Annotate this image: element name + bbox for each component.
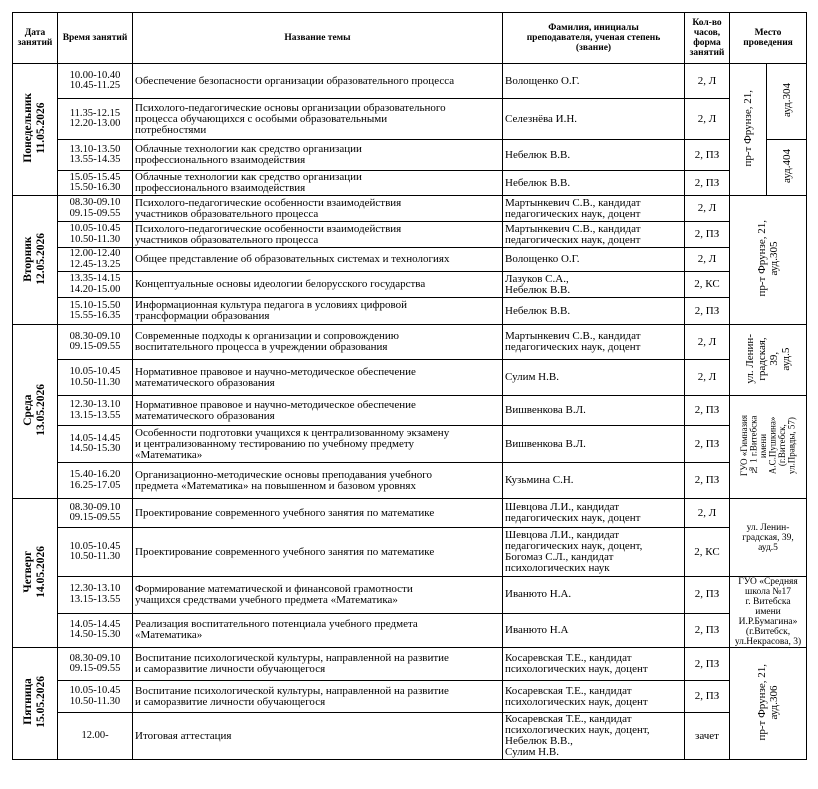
header-place: Место проведения: [730, 13, 807, 64]
teacher-cell: Косаревская Т.Е., кандидат психологических наук, доцент, Небелюк В.В., Сулим Н.В.: [503, 713, 685, 760]
teacher-cell: Лазуков С.А., Небелюк В.В.: [503, 272, 685, 298]
hours-cell: 2, ПЗ: [685, 171, 730, 196]
time-cell: 15.05-15.45 15.50-16.30: [58, 171, 133, 196]
hours-cell: 2, ПЗ: [685, 613, 730, 648]
topic-cell: Формирование математической и финансовой грамотности учащихся средствами учебного предмета «Математика»: [133, 577, 503, 614]
hours-cell: 2, ПЗ: [685, 648, 730, 681]
time-cell: 10.05-10.45 10.50-11.30: [58, 528, 133, 577]
table-row: [13, 577, 807, 614]
table-row: [13, 713, 807, 760]
hours-cell: 2, Л: [685, 99, 730, 140]
hours-cell: 2, ПЗ: [685, 463, 730, 499]
time-cell: 10.05-10.45 10.50-11.30: [58, 681, 133, 713]
topic-cell: Облачные технологии как средство организации профессионального взаимодействия: [133, 171, 503, 196]
table-row: [13, 499, 807, 528]
day-cell-tuesday: [13, 196, 58, 325]
place-label: пр-т Фрунзе, 21, ауд.306: [756, 663, 780, 741]
time-cell: 08.30-09.10 09.15-09.55: [58, 325, 133, 360]
teacher-cell: Кузьмина С.Н.: [503, 463, 685, 499]
header-row: [13, 13, 807, 64]
schedule-table: [12, 12, 807, 760]
place-cell-thursday-2: [730, 577, 807, 648]
hours-cell: 2, ПЗ: [685, 681, 730, 713]
hours-cell: 2, Л: [685, 64, 730, 99]
table-row: [13, 463, 807, 499]
teacher-cell: Волощенко О.Г.: [503, 64, 685, 99]
topic-cell: Организационно-методические основы преподавания учебного предмета «Математика» на повышенном и базовом уровнях: [133, 463, 503, 499]
place-room-404: [767, 140, 807, 196]
topic-cell: Воспитание психологической культуры, направленной на развитие и саморазвитие личности обучающегося: [133, 681, 503, 713]
time-cell: 10.00-10.40 10.45-11.25: [58, 64, 133, 99]
topic-cell: Облачные технологии как средство организации профессионального взаимодействия: [133, 140, 503, 171]
table-row: [13, 360, 807, 396]
table-row: [13, 528, 807, 577]
time-cell: 10.05-10.45 10.50-11.30: [58, 360, 133, 396]
hours-cell: 2, ПЗ: [685, 396, 730, 426]
teacher-cell: Косаревская Т.Е., кандидат психологических наук, доцент: [503, 648, 685, 681]
teacher-cell: Небелюк В.В.: [503, 298, 685, 325]
place-label: ул. Ленин- градская, 39, ауд.5: [742, 522, 794, 553]
table-row: [13, 426, 807, 463]
time-cell: 13.10-13.50 13.55-14.35: [58, 140, 133, 171]
hours-cell: 2, Л: [685, 499, 730, 528]
topic-cell: Проектирование современного учебного занятия по математике: [133, 528, 503, 577]
teacher-cell: Селезнёва И.Н.: [503, 99, 685, 140]
place-cell-wednesday-2: [730, 396, 807, 499]
teacher-cell: Небелюк В.В.: [503, 171, 685, 196]
time-cell: 12.00-: [58, 713, 133, 760]
topic-cell: Информационная культура педагога в условиях цифровой трансформации образования: [133, 298, 503, 325]
topic-cell: Психолого-педагогические основы организации образовательного процесса обучающихся с особыми образовательными потребностями: [133, 99, 503, 140]
hours-cell: 2, Л: [685, 325, 730, 360]
time-cell: 15.40-16.20 16.25-17.05: [58, 463, 133, 499]
table-row: [13, 613, 807, 648]
time-cell: 15.10-15.50 15.55-16.35: [58, 298, 133, 325]
header-date: Дата занятий: [13, 13, 58, 64]
topic-cell: Нормативное правовое и научно-методическое обеспечение математического образования: [133, 360, 503, 396]
table-row: [13, 196, 807, 222]
hours-cell: 2, ПЗ: [685, 426, 730, 463]
teacher-cell: Мартынкевич С.В., кандидат педагогических наук, доцент: [503, 222, 685, 248]
topic-cell: Нормативное правовое и научно-методическое обеспечение математического образования: [133, 396, 503, 426]
place-cell-wednesday-1: [730, 325, 807, 396]
teacher-cell: Мартынкевич С.В., кандидат педагогических наук, доцент: [503, 325, 685, 360]
hours-cell: зачет: [685, 713, 730, 760]
topic-cell: Особенности подготовки учащихся к централизованному экзамену и централизованному тестированию по учебному предмету «Математика»: [133, 426, 503, 463]
table-row: [13, 64, 807, 99]
place-cell-monday: [730, 64, 767, 196]
hours-cell: 2, Л: [685, 196, 730, 222]
table-row: [13, 272, 807, 298]
place-label: пр-т Фрунзе, 21,: [742, 89, 754, 167]
time-cell: 12.30-13.10 13.15-13.55: [58, 577, 133, 614]
topic-cell: Концептуальные основы идеологии белорусского государства: [133, 272, 503, 298]
table-row: [13, 99, 807, 140]
time-cell: 12.00-12.40 12.45-13.25: [58, 248, 133, 272]
day-cell-monday: [13, 64, 58, 196]
header-time: Время занятий: [58, 13, 133, 64]
place-label: ГУО «Гимназия № 1 г.Витебска имени А.С.Пушкина» (г.Витебск, ул.Правды, 57): [738, 414, 796, 477]
place-label: пр-т Фрунзе, 21, ауд.305: [756, 220, 780, 297]
teacher-cell: Мартынкевич С.В., кандидат педагогических наук, доцент: [503, 196, 685, 222]
time-cell: 10.05-10.45 10.50-11.30: [58, 222, 133, 248]
room-label: ауд.404: [780, 149, 793, 183]
teacher-cell: Небелюк В.В.: [503, 140, 685, 171]
hours-cell: 2, ПЗ: [685, 140, 730, 171]
place-cell-thursday-1: [730, 499, 807, 577]
teacher-cell: Волощенко О.Г.: [503, 248, 685, 272]
time-cell: 14.05-14.45 14.50-15.30: [58, 426, 133, 463]
day-label: Пятница 15.05.2026: [22, 676, 47, 728]
day-label: Вторник 12.05.2026: [22, 232, 47, 285]
table-row: [13, 140, 807, 171]
table-row: [13, 171, 807, 196]
header-topic: Название темы: [133, 13, 503, 64]
header-hours: Кол-во часов, форма занятий: [685, 13, 730, 64]
topic-cell: Современные подходы к организации и сопровождению воспитательного процесса в учреждении образования: [133, 325, 503, 360]
teacher-cell: Косаревская Т.Е., кандидат психологических наук, доцент: [503, 681, 685, 713]
hours-cell: 2, Л: [685, 248, 730, 272]
table-row: [13, 222, 807, 248]
hours-cell: 2, ПЗ: [685, 222, 730, 248]
table-row: [13, 325, 807, 360]
teacher-cell: Шевцова Л.И., кандидат педагогических наук, доцент, Богомаз С.Л., кандидат психологических наук: [503, 528, 685, 577]
time-cell: 08.30-09.10 09.15-09.55: [58, 499, 133, 528]
place-label: ГУО «Средняя школа №17 г. Витебска имени И.Р.Бумагина» (г.Витебск, ул.Некрасова, 3): [734, 577, 802, 647]
time-cell: 12.30-13.10 13.15-13.55: [58, 396, 133, 426]
header-teacher: Фамилия, инициалы преподавателя, ученая степень (звание): [503, 13, 685, 64]
place-cell-tuesday: [730, 196, 807, 325]
table-row: [13, 648, 807, 681]
room-label: ауд.304: [780, 83, 793, 117]
table-row: [13, 681, 807, 713]
topic-cell: Реализация воспитательного потенциала учебного предмета «Математика»: [133, 613, 503, 648]
teacher-cell: Шевцова Л.И., кандидат педагогических наук, доцент: [503, 499, 685, 528]
topic-cell: Проектирование современного учебного занятия по математике: [133, 499, 503, 528]
time-cell: 14.05-14.45 14.50-15.30: [58, 613, 133, 648]
teacher-cell: Иванюто Н.А: [503, 613, 685, 648]
place-room-304: [767, 64, 807, 140]
teacher-cell: Иванюто Н.А.: [503, 577, 685, 614]
hours-cell: 2, КС: [685, 528, 730, 577]
teacher-cell: Сулим Н.В.: [503, 360, 685, 396]
table-row: [13, 248, 807, 272]
day-label: Четверг 14.05.2026: [22, 545, 47, 598]
topic-cell: Обеспечение безопасности организации образовательного процесса: [133, 64, 503, 99]
time-cell: 13.35-14.15 14.20-15.00: [58, 272, 133, 298]
teacher-cell: Вишвенкова В.Л.: [503, 396, 685, 426]
topic-cell: Воспитание психологической культуры, направленной на развитие и саморазвитие личности обучающегося: [133, 648, 503, 681]
teacher-cell: Вишвенкова В.Л.: [503, 426, 685, 463]
table-row: [13, 298, 807, 325]
day-cell-friday: [13, 648, 58, 760]
topic-cell: Психолого-педагогические особенности взаимодействия участников образовательного процесса: [133, 222, 503, 248]
hours-cell: 2, Л: [685, 360, 730, 396]
table-row: [13, 396, 807, 426]
topic-cell: Итоговая аттестация: [133, 713, 503, 760]
topic-cell: Психолого-педагогические особенности взаимодействия участников образовательного процесса: [133, 196, 503, 222]
time-cell: 08.30-09.10 09.15-09.55: [58, 648, 133, 681]
day-cell-wednesday: [13, 325, 58, 499]
hours-cell: 2, ПЗ: [685, 298, 730, 325]
hours-cell: 2, ПЗ: [685, 577, 730, 614]
time-cell: 08.30-09.10 09.15-09.55: [58, 196, 133, 222]
time-cell: 11.35-12.15 12.20-13.00: [58, 99, 133, 140]
hours-cell: 2, КС: [685, 272, 730, 298]
day-label: Понедельник 11.05.2026: [22, 93, 47, 163]
day-label: Среда 13.05.2026: [22, 384, 47, 436]
topic-cell: Общее представление об образовательных системах и технологиях: [133, 248, 503, 272]
day-cell-thursday: [13, 499, 58, 648]
place-cell-friday: [730, 648, 807, 760]
place-label: ул. Ленин- градская, 39, ауд.5: [744, 333, 792, 384]
